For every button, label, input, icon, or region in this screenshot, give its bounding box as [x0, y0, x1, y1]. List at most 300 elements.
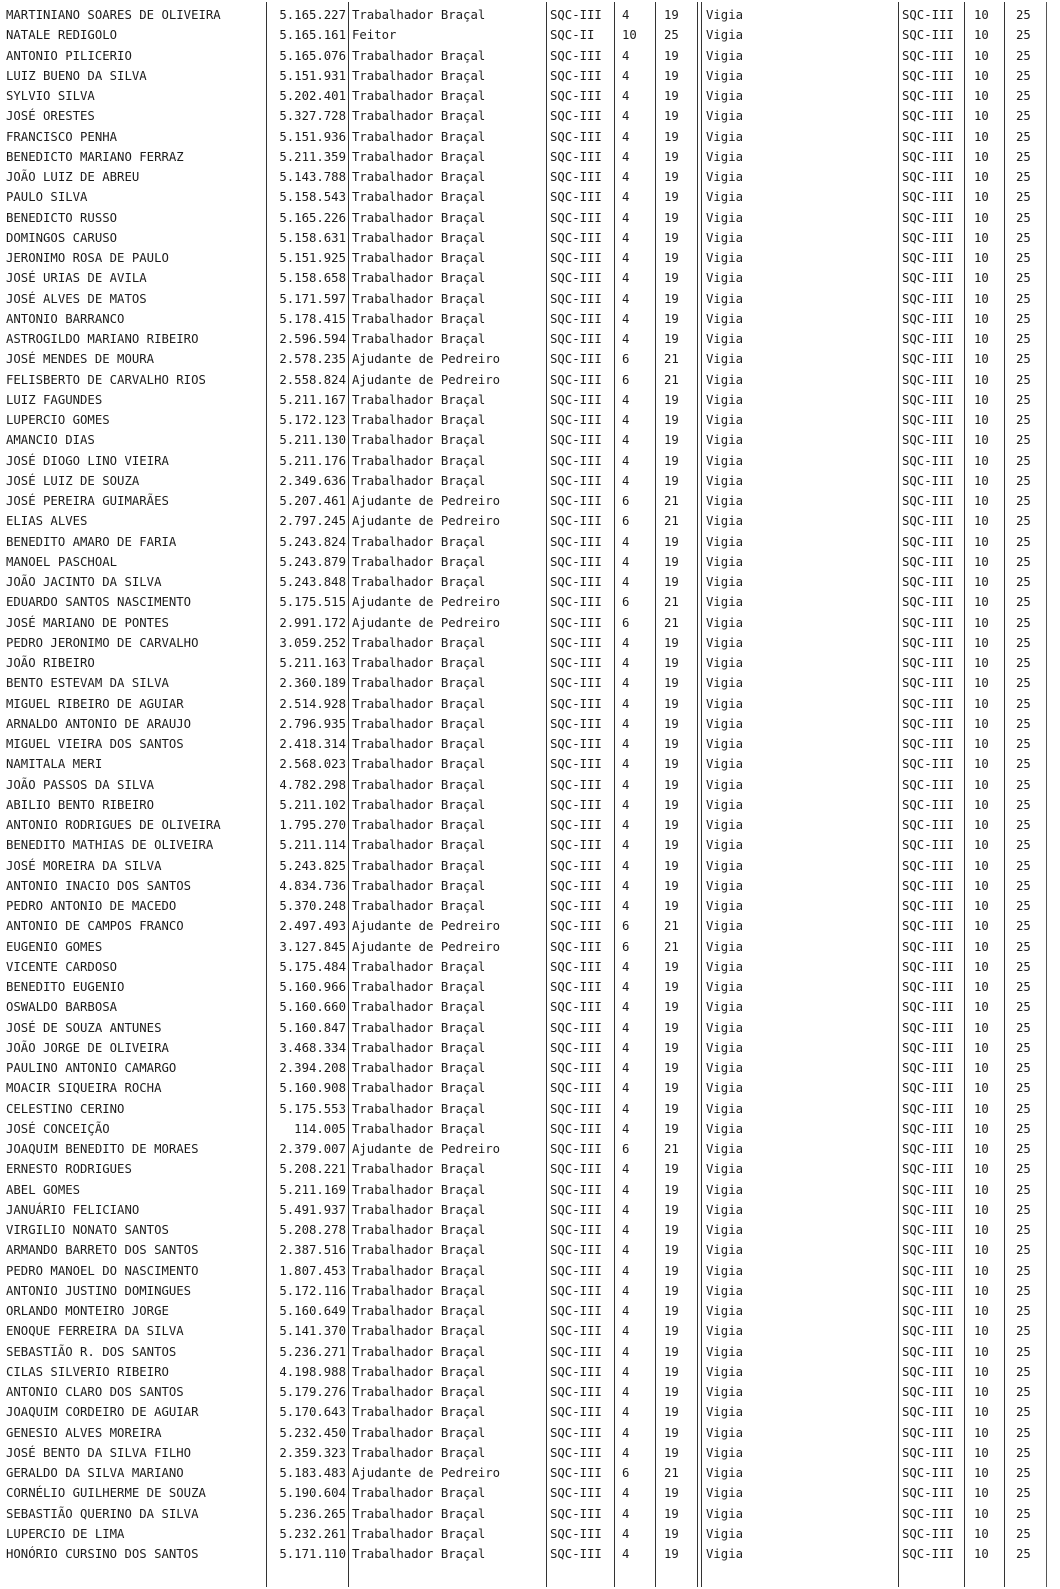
current-class: SQC-III	[550, 1121, 602, 1136]
new-class: SQC-III	[902, 129, 954, 144]
new-role: Vigia	[706, 392, 744, 407]
new-role: Vigia	[706, 1547, 744, 1561]
current-class: SQC-III	[550, 1202, 602, 1217]
new-ref: 10	[974, 149, 989, 164]
employee-name: JOSÉ MARIANO DE PONTES	[6, 615, 169, 630]
new-level: 25	[1016, 494, 1031, 508]
current-ref: 4	[622, 1425, 630, 1440]
new-role: Vigia	[706, 838, 744, 853]
new-ref: 10	[974, 48, 989, 63]
new-level: 25	[1016, 1000, 1031, 1015]
current-ref: 4	[622, 1445, 630, 1460]
employee-name: JOSÉ MENDES DE MOURA	[6, 352, 155, 367]
current-class: SQC-III	[550, 656, 602, 670]
new-ref: 10	[974, 251, 989, 265]
new-class: SQC-III	[902, 1283, 954, 1298]
new-ref: 10	[974, 1344, 989, 1359]
new-role: Vigia	[706, 413, 744, 427]
current-ref: 4	[622, 230, 630, 245]
employee-name: ARNALDO ANTONIO DE ARAUJO	[6, 716, 192, 731]
new-class: SQC-III	[902, 109, 954, 124]
registration-number: 2.497.493	[279, 919, 346, 934]
current-role: Trabalhador Braçal	[352, 332, 486, 346]
new-ref: 10	[974, 980, 989, 994]
table-row	[0, 106, 1060, 126]
table-row	[0, 1402, 1060, 1422]
current-class: SQC-III	[550, 89, 602, 103]
employee-name: JOAQUIM BENEDITO DE MORAES	[6, 1142, 199, 1156]
current-ref: 4	[622, 1324, 630, 1339]
current-ref: 4	[622, 1405, 630, 1420]
current-class: SQC-III	[550, 1182, 602, 1197]
new-ref: 10	[974, 1263, 989, 1278]
current-class: SQC-III	[550, 149, 602, 164]
current-class: SQC-III	[550, 1263, 602, 1278]
current-role: Trabalhador Braçal	[352, 858, 486, 873]
current-level: 19	[664, 190, 679, 205]
current-level: 19	[664, 433, 679, 448]
employee-name: JOSÉ URIAS DE AVILA	[6, 271, 147, 286]
new-class: SQC-III	[902, 149, 954, 164]
new-role: Vigia	[706, 1486, 744, 1501]
new-role: Vigia	[706, 1324, 744, 1339]
table-row	[0, 1058, 1060, 1078]
current-role: Trabalhador Braçal	[352, 1486, 486, 1501]
current-class: SQC-III	[550, 818, 602, 832]
new-ref: 10	[974, 230, 989, 245]
new-level: 25	[1016, 210, 1031, 225]
current-role: Trabalhador Braçal	[352, 109, 486, 124]
table-row	[0, 390, 1060, 410]
current-ref: 4	[622, 1486, 630, 1501]
table-row	[0, 673, 1060, 693]
current-ref: 4	[622, 1061, 630, 1075]
new-ref: 10	[974, 413, 989, 427]
registration-number: 5.151.936	[279, 129, 346, 144]
registration-number: 114.005	[294, 1121, 346, 1136]
new-class: SQC-III	[902, 1101, 954, 1116]
current-role: Trabalhador Braçal	[352, 190, 486, 205]
new-level: 25	[1016, 413, 1031, 427]
table-row	[0, 1483, 1060, 1503]
new-class: SQC-III	[902, 797, 954, 812]
new-level: 25	[1016, 1263, 1031, 1278]
current-ref: 6	[622, 919, 630, 934]
employee-name: ANTONIO BARRANCO	[6, 311, 125, 326]
new-level: 25	[1016, 1283, 1031, 1298]
current-role: Trabalhador Braçal	[352, 1283, 486, 1298]
current-role: Trabalhador Braçal	[352, 1020, 486, 1035]
current-role: Ajudante de Pedreiro	[352, 352, 501, 367]
new-level: 25	[1016, 656, 1031, 670]
registration-number: 2.394.208	[279, 1061, 346, 1075]
employee-name: MARTINIANO SOARES DE OLIVEIRA	[6, 8, 221, 22]
table-row	[0, 754, 1060, 774]
registration-number: 5.158.543	[279, 190, 346, 205]
new-ref: 10	[974, 615, 989, 630]
table-row	[0, 228, 1060, 248]
current-role: Trabalhador Braçal	[352, 1425, 486, 1440]
new-ref: 10	[974, 1526, 989, 1541]
table-row	[0, 430, 1060, 450]
current-role: Trabalhador Braçal	[352, 656, 486, 670]
registration-number: 5.171.110	[279, 1547, 346, 1561]
new-level: 25	[1016, 980, 1031, 994]
new-level: 25	[1016, 534, 1031, 549]
new-role: Vigia	[706, 1223, 744, 1237]
current-class: SQC-III	[550, 170, 602, 184]
new-role: Vigia	[706, 696, 744, 711]
current-level: 19	[664, 392, 679, 407]
current-role: Trabalhador Braçal	[352, 230, 486, 245]
new-role: Vigia	[706, 615, 744, 630]
table-row	[0, 66, 1060, 86]
registration-number: 5.172.116	[279, 1283, 346, 1298]
table-row	[0, 46, 1060, 66]
employee-name: HONÓRIO CURSINO DOS SANTOS	[6, 1547, 199, 1561]
employee-name: VICENTE CARDOSO	[6, 959, 118, 974]
employee-name: PEDRO MANOEL DO NASCIMENTO	[6, 1263, 199, 1278]
current-class: SQC-III	[550, 919, 602, 934]
current-level: 19	[664, 332, 679, 346]
current-class: SQC-III	[550, 878, 602, 893]
current-ref: 4	[622, 1304, 630, 1318]
new-ref: 10	[974, 332, 989, 346]
current-level: 19	[664, 473, 679, 488]
current-role: Trabalhador Braçal	[352, 413, 486, 427]
current-role: Trabalhador Braçal	[352, 1101, 486, 1116]
current-ref: 4	[622, 1223, 630, 1237]
current-ref: 4	[622, 1547, 630, 1561]
current-level: 19	[664, 959, 679, 974]
current-role: Trabalhador Braçal	[352, 1162, 486, 1177]
registration-number: 2.578.235	[279, 352, 346, 367]
current-role: Trabalhador Braçal	[352, 149, 486, 164]
registration-number: 5.211.169	[279, 1182, 346, 1197]
new-role: Vigia	[706, 1304, 744, 1318]
table-row	[0, 208, 1060, 228]
current-ref: 6	[622, 514, 630, 529]
current-ref: 4	[622, 1364, 630, 1379]
new-ref: 10	[974, 676, 989, 691]
new-level: 25	[1016, 1506, 1031, 1521]
table-row	[0, 1018, 1060, 1038]
new-role: Vigia	[706, 554, 744, 569]
current-role: Ajudante de Pedreiro	[352, 595, 501, 610]
new-ref: 10	[974, 1162, 989, 1177]
current-ref: 4	[622, 656, 630, 670]
new-role: Vigia	[706, 433, 744, 448]
table-row	[0, 856, 1060, 876]
current-level: 19	[664, 271, 679, 286]
table-row	[0, 1200, 1060, 1220]
current-class: SQC-III	[550, 1445, 602, 1460]
current-class: SQC-III	[550, 959, 602, 974]
new-ref: 10	[974, 1040, 989, 1055]
current-level: 19	[664, 1263, 679, 1278]
current-ref: 4	[622, 413, 630, 427]
new-ref: 10	[974, 473, 989, 488]
registration-number: 2.596.594	[279, 332, 346, 346]
new-role: Vigia	[706, 372, 744, 387]
table-row	[0, 1180, 1060, 1200]
current-ref: 4	[622, 534, 630, 549]
employee-name: JOSÉ CONCEIÇÃO	[6, 1121, 110, 1136]
current-level: 19	[664, 757, 679, 772]
current-class: SQC-III	[550, 1020, 602, 1035]
current-class: SQC-III	[550, 615, 602, 630]
current-level: 19	[664, 980, 679, 994]
new-level: 25	[1016, 28, 1031, 43]
registration-number: 2.387.516	[279, 1243, 346, 1258]
registration-number: 2.991.172	[279, 615, 346, 630]
new-class: SQC-III	[902, 68, 954, 83]
new-role: Vigia	[706, 251, 744, 265]
new-role: Vigia	[706, 1162, 744, 1177]
current-class: SQC-III	[550, 230, 602, 245]
current-level: 19	[664, 1486, 679, 1501]
employee-name: FRANCISCO PENHA	[6, 129, 118, 144]
new-class: SQC-III	[902, 878, 954, 893]
current-role: Trabalhador Braçal	[352, 1445, 486, 1460]
current-level: 19	[664, 1405, 679, 1420]
current-level: 19	[664, 1425, 679, 1440]
new-ref: 10	[974, 1547, 989, 1561]
current-class: SQC-III	[550, 433, 602, 448]
new-level: 25	[1016, 453, 1031, 468]
current-role: Trabalhador Braçal	[352, 1324, 486, 1339]
new-level: 25	[1016, 1385, 1031, 1399]
new-ref: 10	[974, 1445, 989, 1460]
employee-name: BENTO ESTEVAM DA SILVA	[6, 676, 169, 691]
new-role: Vigia	[706, 980, 744, 994]
new-level: 25	[1016, 1526, 1031, 1541]
new-class: SQC-III	[902, 676, 954, 691]
current-class: SQC-III	[550, 48, 602, 63]
new-ref: 10	[974, 858, 989, 873]
current-role: Trabalhador Braçal	[352, 1202, 486, 1217]
current-level: 19	[664, 291, 679, 306]
new-ref: 10	[974, 494, 989, 508]
current-ref: 4	[622, 332, 630, 346]
table-row	[0, 1362, 1060, 1382]
current-role: Trabalhador Braçal	[352, 676, 486, 691]
registration-number: 5.211.167	[279, 392, 346, 407]
employee-name: JOSÉ ALVES DE MATOS	[6, 291, 147, 306]
new-level: 25	[1016, 818, 1031, 832]
new-level: 25	[1016, 68, 1031, 83]
new-ref: 10	[974, 737, 989, 751]
table-row	[0, 1463, 1060, 1483]
new-level: 25	[1016, 8, 1031, 22]
current-role: Trabalhador Braçal	[352, 1405, 486, 1420]
current-level: 19	[664, 676, 679, 691]
current-ref: 6	[622, 1142, 630, 1156]
new-ref: 10	[974, 554, 989, 569]
new-level: 25	[1016, 1142, 1031, 1156]
current-ref: 6	[622, 494, 630, 508]
new-ref: 10	[974, 311, 989, 326]
table-row	[0, 127, 1060, 147]
new-role: Vigia	[706, 656, 744, 670]
current-role: Trabalhador Braçal	[352, 1061, 486, 1075]
current-level: 19	[664, 737, 679, 751]
new-ref: 10	[974, 1081, 989, 1096]
table-row	[0, 86, 1060, 106]
employee-name: ANTONIO PILICERIO	[6, 48, 132, 63]
current-class: SQC-III	[550, 757, 602, 772]
new-ref: 10	[974, 1101, 989, 1116]
employee-name: SEBASTIÃO R. DOS SANTOS	[6, 1344, 177, 1359]
current-class: SQC-III	[550, 1526, 602, 1541]
current-level: 19	[664, 656, 679, 670]
table-row	[0, 329, 1060, 349]
registration-number: 5.243.848	[279, 575, 346, 589]
employee-name: GERALDO DA SILVA MARIANO	[6, 1466, 184, 1480]
current-role: Trabalhador Braçal	[352, 433, 486, 448]
table-row	[0, 633, 1060, 653]
employee-name: JERONIMO ROSA DE PAULO	[6, 251, 169, 265]
current-class: SQC-III	[550, 514, 602, 529]
new-role: Vigia	[706, 676, 744, 691]
new-class: SQC-III	[902, 635, 954, 650]
registration-number: 5.175.484	[279, 959, 346, 974]
current-level: 21	[664, 615, 679, 630]
table-row	[0, 795, 1060, 815]
new-class: SQC-III	[902, 453, 954, 468]
registration-number: 5.202.401	[279, 89, 346, 103]
employee-name: PEDRO ANTONIO DE MACEDO	[6, 899, 177, 913]
current-level: 19	[664, 1223, 679, 1237]
new-level: 25	[1016, 170, 1031, 184]
current-level: 19	[664, 1081, 679, 1096]
employee-name: ASTROGILDO MARIANO RIBEIRO	[6, 332, 199, 346]
table-row	[0, 1382, 1060, 1402]
new-ref: 10	[974, 1385, 989, 1399]
registration-number: 5.172.123	[279, 413, 346, 427]
current-role: Trabalhador Braçal	[352, 1040, 486, 1055]
current-level: 19	[664, 554, 679, 569]
new-ref: 10	[974, 899, 989, 913]
new-role: Vigia	[706, 129, 744, 144]
registration-number: 1.795.270	[279, 818, 346, 832]
current-ref: 4	[622, 170, 630, 184]
new-ref: 10	[974, 1182, 989, 1197]
new-class: SQC-III	[902, 332, 954, 346]
current-class: SQC-III	[550, 1324, 602, 1339]
new-role: Vigia	[706, 1385, 744, 1399]
new-role: Vigia	[706, 1142, 744, 1156]
current-role: Trabalhador Braçal	[352, 757, 486, 772]
current-ref: 4	[622, 959, 630, 974]
table-row	[0, 410, 1060, 430]
new-level: 25	[1016, 737, 1031, 751]
table-row	[0, 957, 1060, 977]
current-role: Ajudante de Pedreiro	[352, 1466, 501, 1480]
new-level: 25	[1016, 919, 1031, 934]
registration-number: 5.208.221	[279, 1162, 346, 1177]
employee-name: ANTONIO JUSTINO DOMINGUES	[6, 1283, 192, 1298]
new-ref: 10	[974, 291, 989, 306]
new-class: SQC-III	[902, 595, 954, 610]
new-ref: 10	[974, 797, 989, 812]
current-role: Trabalhador Braçal	[352, 1364, 486, 1379]
table-row	[0, 5, 1060, 25]
new-class: SQC-III	[902, 372, 954, 387]
registration-number: 5.160.966	[279, 980, 346, 994]
current-ref: 4	[622, 89, 630, 103]
employee-name: JOAQUIM CORDEIRO DE AGUIAR	[6, 1405, 199, 1420]
registration-number: 5.211.114	[279, 838, 346, 853]
current-class: SQC-III	[550, 372, 602, 387]
new-level: 25	[1016, 271, 1031, 286]
new-ref: 10	[974, 89, 989, 103]
new-ref: 10	[974, 392, 989, 407]
table-row	[0, 147, 1060, 167]
employee-name: ABEL GOMES	[6, 1182, 81, 1197]
new-class: SQC-III	[902, 575, 954, 589]
current-class: SQC-III	[550, 716, 602, 731]
current-ref: 4	[622, 149, 630, 164]
new-level: 25	[1016, 251, 1031, 265]
new-class: SQC-III	[902, 291, 954, 306]
current-ref: 4	[622, 68, 630, 83]
registration-number: 5.160.908	[279, 1081, 346, 1096]
new-ref: 10	[974, 919, 989, 934]
current-ref: 4	[622, 8, 630, 22]
new-role: Vigia	[706, 89, 744, 103]
registration-number: 2.558.824	[279, 372, 346, 387]
new-level: 25	[1016, 959, 1031, 974]
new-class: SQC-III	[902, 1324, 954, 1339]
current-level: 19	[664, 1526, 679, 1541]
registration-number: 5.208.278	[279, 1223, 346, 1237]
current-level: 19	[664, 838, 679, 853]
new-level: 25	[1016, 1466, 1031, 1480]
table-row	[0, 1220, 1060, 1240]
new-level: 25	[1016, 48, 1031, 63]
current-ref: 6	[622, 1466, 630, 1480]
registration-number: 2.796.935	[279, 716, 346, 731]
table-row	[0, 694, 1060, 714]
employee-name: BENEDITO MATHIAS DE OLIVEIRA	[6, 838, 214, 853]
registration-number: 2.379.007	[279, 1142, 346, 1156]
new-role: Vigia	[706, 291, 744, 306]
new-role: Vigia	[706, 1263, 744, 1278]
current-ref: 4	[622, 777, 630, 792]
current-class: SQC-III	[550, 291, 602, 306]
current-ref: 4	[622, 190, 630, 205]
current-class: SQC-III	[550, 1162, 602, 1177]
new-ref: 10	[974, 575, 989, 589]
current-role: Ajudante de Pedreiro	[352, 494, 501, 508]
current-level: 19	[664, 1182, 679, 1197]
employee-name: MOACIR SIQUEIRA ROCHA	[6, 1081, 162, 1096]
new-role: Vigia	[706, 210, 744, 225]
table-row	[0, 997, 1060, 1017]
current-role: Trabalhador Braçal	[352, 980, 486, 994]
current-role: Ajudante de Pedreiro	[352, 372, 501, 387]
new-ref: 10	[974, 170, 989, 184]
registration-number: 5.243.824	[279, 534, 346, 549]
new-role: Vigia	[706, 818, 744, 832]
new-role: Vigia	[706, 28, 744, 43]
new-level: 25	[1016, 514, 1031, 529]
new-class: SQC-III	[902, 757, 954, 772]
current-ref: 6	[622, 595, 630, 610]
new-role: Vigia	[706, 1040, 744, 1055]
current-class: SQC-III	[550, 1466, 602, 1480]
